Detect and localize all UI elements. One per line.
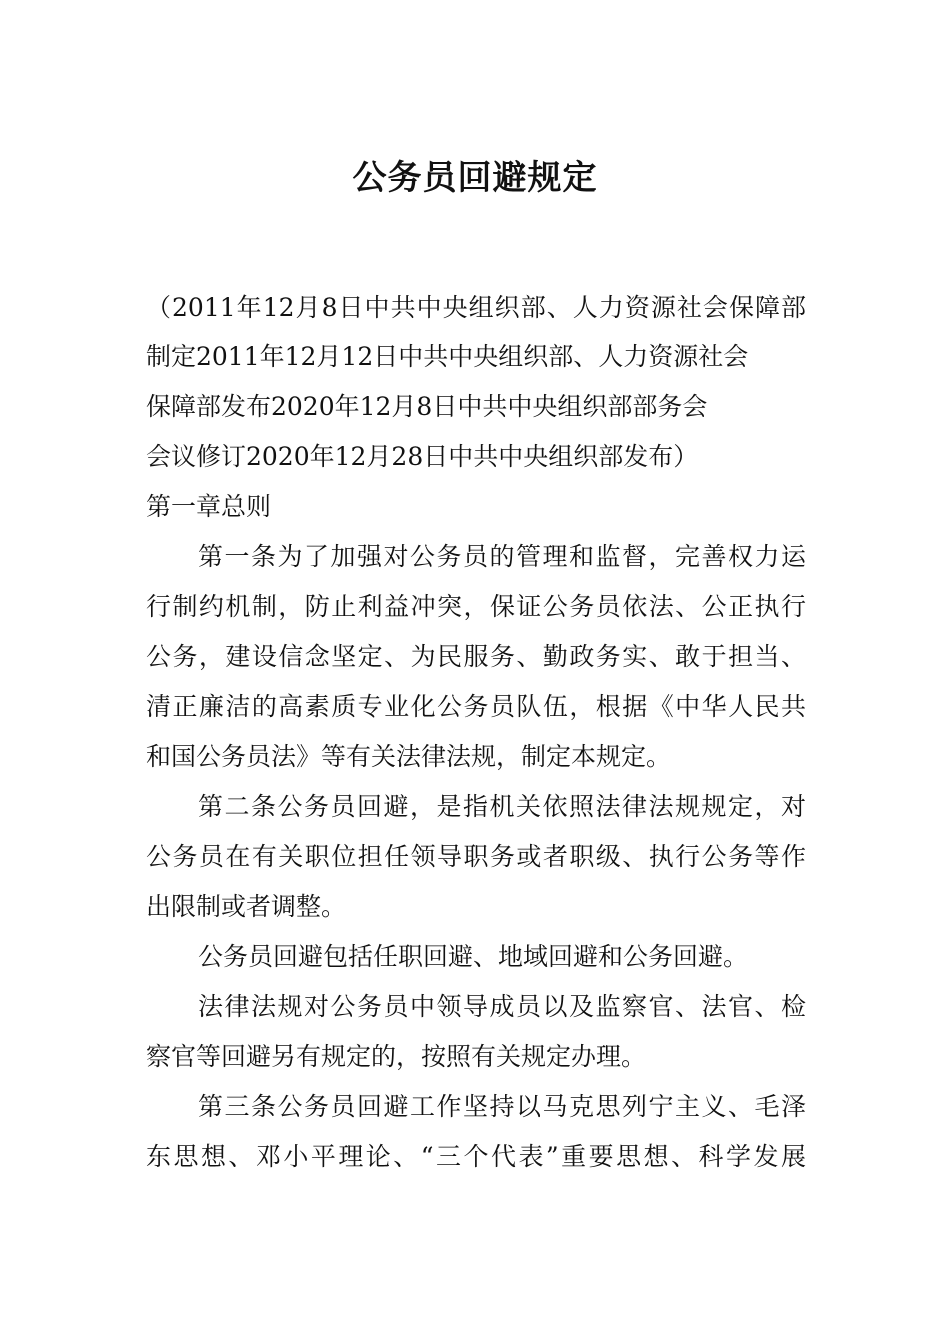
document-title: 公务员回避规定 <box>352 158 598 198</box>
source-note-line-1: （2011年12月8日中共中央组织部、人力资源社会保障部 <box>146 293 806 322</box>
paragraph-line: 行制约机制，防止利益冲突，保证公务员依法、公正执行 <box>146 592 806 621</box>
paragraph-line: 法律法规对公务员中领导成员以及监察官、法官、检 <box>198 992 806 1021</box>
paragraph-line: 东思想、邓小平理论、“三个代表”重要思想、科学发展 <box>146 1142 806 1171</box>
paragraph-line: 察官等回避另有规定的，按照有关规定办理。 <box>146 1042 647 1071</box>
paragraph-line: 第一条为了加强对公务员的管理和监督，完善权力运 <box>198 542 806 571</box>
paragraph-line: 第二条公务员回避，是指机关依照法律法规规定，对 <box>198 792 806 821</box>
source-note-line-3: 保障部发布2020年12月8日中共中央组织部部务会 <box>146 392 708 421</box>
paragraph-line: 公务员回避包括任职回避、地域回避和公务回避。 <box>198 942 749 971</box>
source-note-line-4: 会议修订2020年12月28日中共中央组织部发布） <box>146 442 699 471</box>
paragraph-line: 第三条公务员回避工作坚持以马克思列宁主义、毛泽 <box>198 1092 806 1121</box>
paragraph-line: 和国公务员法》等有关法律法规，制定本规定。 <box>146 742 672 771</box>
paragraph-line: 清正廉洁的高素质专业化公务员队伍，根据《中华人民共 <box>146 692 806 721</box>
paragraph-line: 公务，建设信念坚定、为民服务、勤政务实、敢于担当、 <box>146 642 806 671</box>
chapter-heading: 第一章总则 <box>146 492 272 521</box>
source-note-line-2: 制定2011年12月12日中共中央组织部、人力资源社会 <box>146 342 749 371</box>
paragraph-line: 公务员在有关职位担任领导职务或者职级、执行公务等作 <box>146 842 806 871</box>
paragraph-line: 出限制或者调整。 <box>146 892 347 921</box>
